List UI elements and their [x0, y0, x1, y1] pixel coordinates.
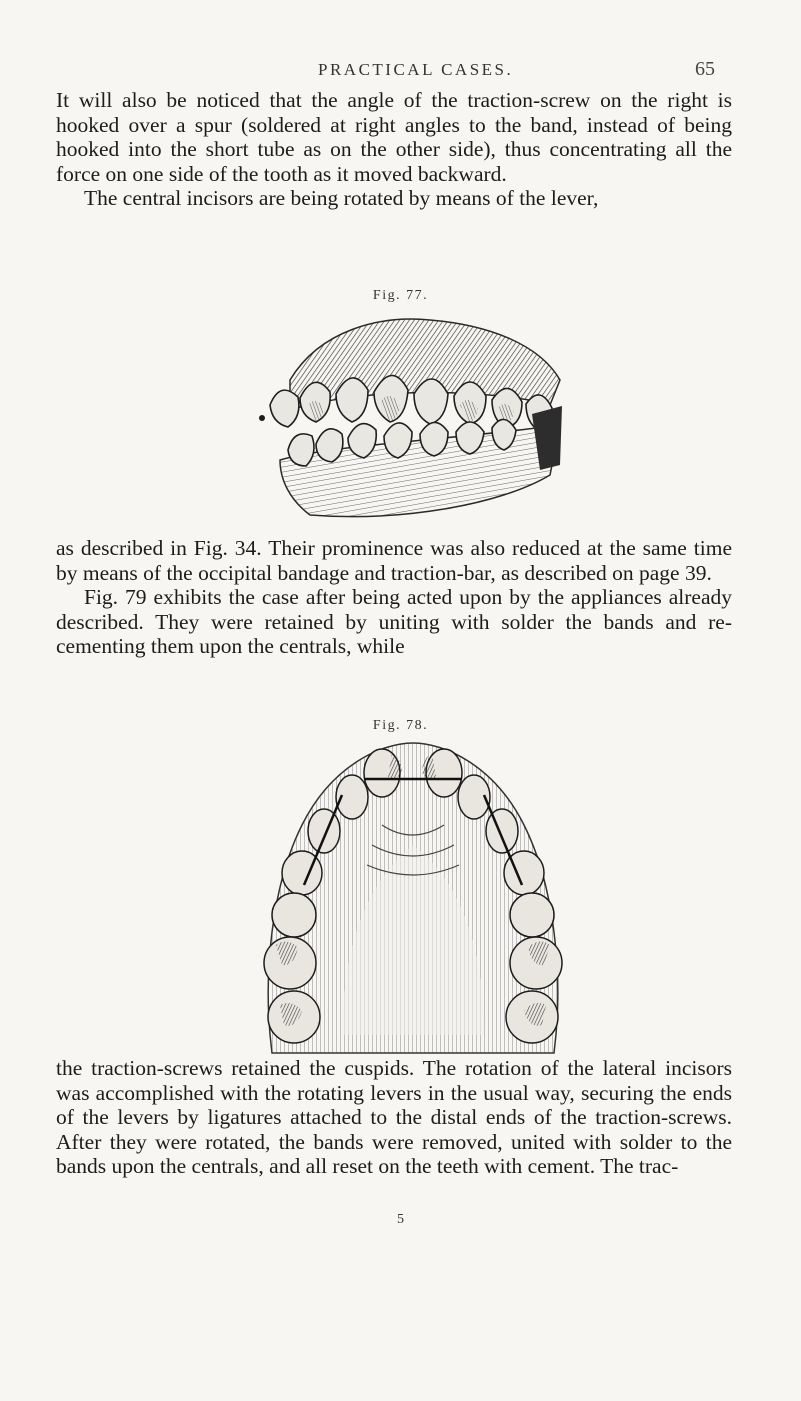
figure-caption: Fig. 77. [372, 288, 429, 303]
text-block-top [56, 88, 732, 211]
paragraph: as described in Fig. 34. Their prominence was also reduced at the same time by means of the occipital bandage and traction-bar, as described on page 39. [56, 536, 732, 585]
paragraph: the traction-screws retained the cuspids. The rotation of the lateral incisors was accomplished with the rotating levers in the usual way, securing the ends of the levers by ligatures attached to the distal ends of the traction-screws. After they were rotated, the bands were removed, united with solder to the bands upon the centrals, and all reset on the teeth with cement. The trac- [56, 1056, 732, 1179]
signature-mark: 5 [397, 1212, 404, 1227]
figure-caption: Fig. 78. [372, 718, 429, 733]
text-block-middle [56, 536, 732, 659]
page-number: 65 [695, 58, 715, 80]
running-head [0, 60, 801, 86]
figure-78-upper-arch [232, 735, 594, 1055]
text-block-bottom [56, 1056, 732, 1179]
running-title: PRACTICAL CASES. [318, 60, 514, 79]
paragraph: The central incisors are being rotated by means of the lever, [84, 186, 599, 211]
paragraph: Fig. 79 exhibits the case after being acted upon by the appliances already described. They were retained by uniting with solder the bands and re-cementing them upon the centrals, while [56, 585, 732, 659]
paragraph: It will also be noticed that the angle of the traction-screw on the right is hooked over a spur (soldered at right angles to the band, instead of being hooked into the short tube as on the other side), thus concentrating all the force on one side of the tooth as it moved backward. [56, 88, 732, 186]
figure-77-dental-cast [250, 310, 572, 532]
